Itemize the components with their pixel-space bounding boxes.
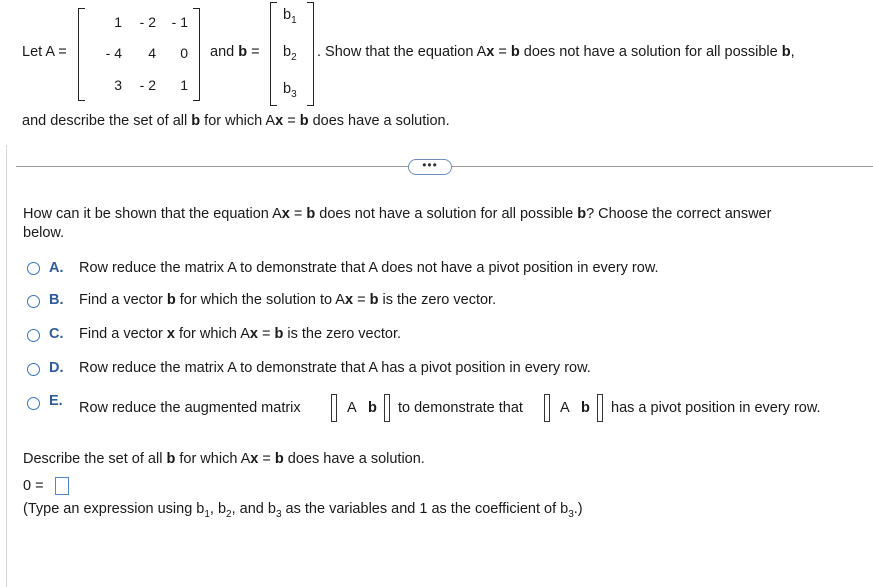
matrix-a-cell: - 1 (171, 14, 188, 30)
aug-matrix-a: A (560, 400, 570, 416)
matrix-a-cell: 3 (114, 77, 122, 93)
vector-b-left-bracket (270, 2, 277, 106)
aug-matrix-b: b (581, 400, 590, 416)
option-c-radio[interactable] (27, 329, 40, 342)
aug-matrix-a: A (347, 400, 357, 416)
option-c-text: Find a vector x for which Ax = b is the zero vector. (79, 326, 402, 342)
matrix-a-right-bracket (193, 8, 200, 101)
option-b-radio[interactable] (27, 295, 40, 308)
option-d-radio[interactable] (27, 363, 40, 376)
matrix-a-cell: - 2 (139, 77, 156, 93)
vector-b-entry: $b_1$ (283, 7, 297, 26)
matrix-a-cell: 0 (180, 45, 188, 61)
more-options-button[interactable]: ••• (408, 159, 452, 175)
aug-matrix-left-bracket (331, 394, 337, 422)
option-e-letter: E. (49, 393, 63, 409)
option-e-text-prefix: Row reduce the augmented matrix (79, 400, 301, 416)
problem-instruction: . Show that the equation Ax = b does not have a solution for all possible b, (317, 44, 795, 60)
matrix-a-left-bracket (78, 8, 85, 101)
matrix-a-cell: - 2 (139, 14, 156, 30)
vector-b-right-bracket (307, 2, 314, 106)
left-border-line (6, 145, 7, 587)
aug-matrix-left-bracket (544, 394, 550, 422)
matrix-a-cell: - 4 (105, 45, 122, 61)
option-e-text-suffix: has a pivot position in every row. (611, 400, 821, 416)
let-a-label: Let A = (22, 44, 67, 60)
option-e-radio[interactable] (27, 397, 40, 410)
option-a-letter: A. (49, 260, 64, 276)
and-b-label: and b = (210, 44, 260, 60)
option-b-letter: B. (49, 292, 64, 308)
matrix-a-cell: 1 (114, 14, 122, 30)
question1-text: How can it be shown that the equation Ax = b does not have a solution for all possible b? Choose the correct answer (23, 206, 772, 222)
option-a-text: Row reduce the matrix A to demonstrate that A does not have a pivot position in every row. (79, 260, 659, 276)
aug-matrix-b: b (368, 400, 377, 416)
matrix-a-cell: 4 (148, 45, 156, 61)
option-d-letter: D. (49, 360, 64, 376)
question2-text: Describe the set of all b for which Ax = b does have a solution. (23, 451, 425, 467)
option-d-text: Row reduce the matrix A to demonstrate that A has a pivot position in every row. (79, 360, 591, 376)
answer-hint: (Type an expression using $b_1$, $b_2$, and $b_3$ as the variables and 1 as the coefficient of $b_3$.) (23, 501, 583, 520)
matrix-a-cell: 1 (180, 77, 188, 93)
option-a-radio[interactable] (27, 262, 40, 275)
option-c-letter: C. (49, 326, 64, 342)
problem-describe-text: and describe the set of all b for which Ax = b does have a solution. (22, 113, 450, 129)
vector-b-entry: $b_3$ (283, 81, 297, 100)
question1-text-line2: below. (23, 225, 65, 241)
aug-matrix-right-bracket (384, 394, 390, 422)
option-b-text: Find a vector b for which the solution to Ax = b is the zero vector. (79, 292, 497, 308)
option-e-text-mid: to demonstrate that (398, 400, 523, 416)
aug-matrix-right-bracket (597, 394, 603, 422)
answer-label: 0 = (23, 478, 44, 494)
answer-input[interactable] (55, 477, 69, 495)
vector-b-entry: $b_2$ (283, 44, 297, 63)
